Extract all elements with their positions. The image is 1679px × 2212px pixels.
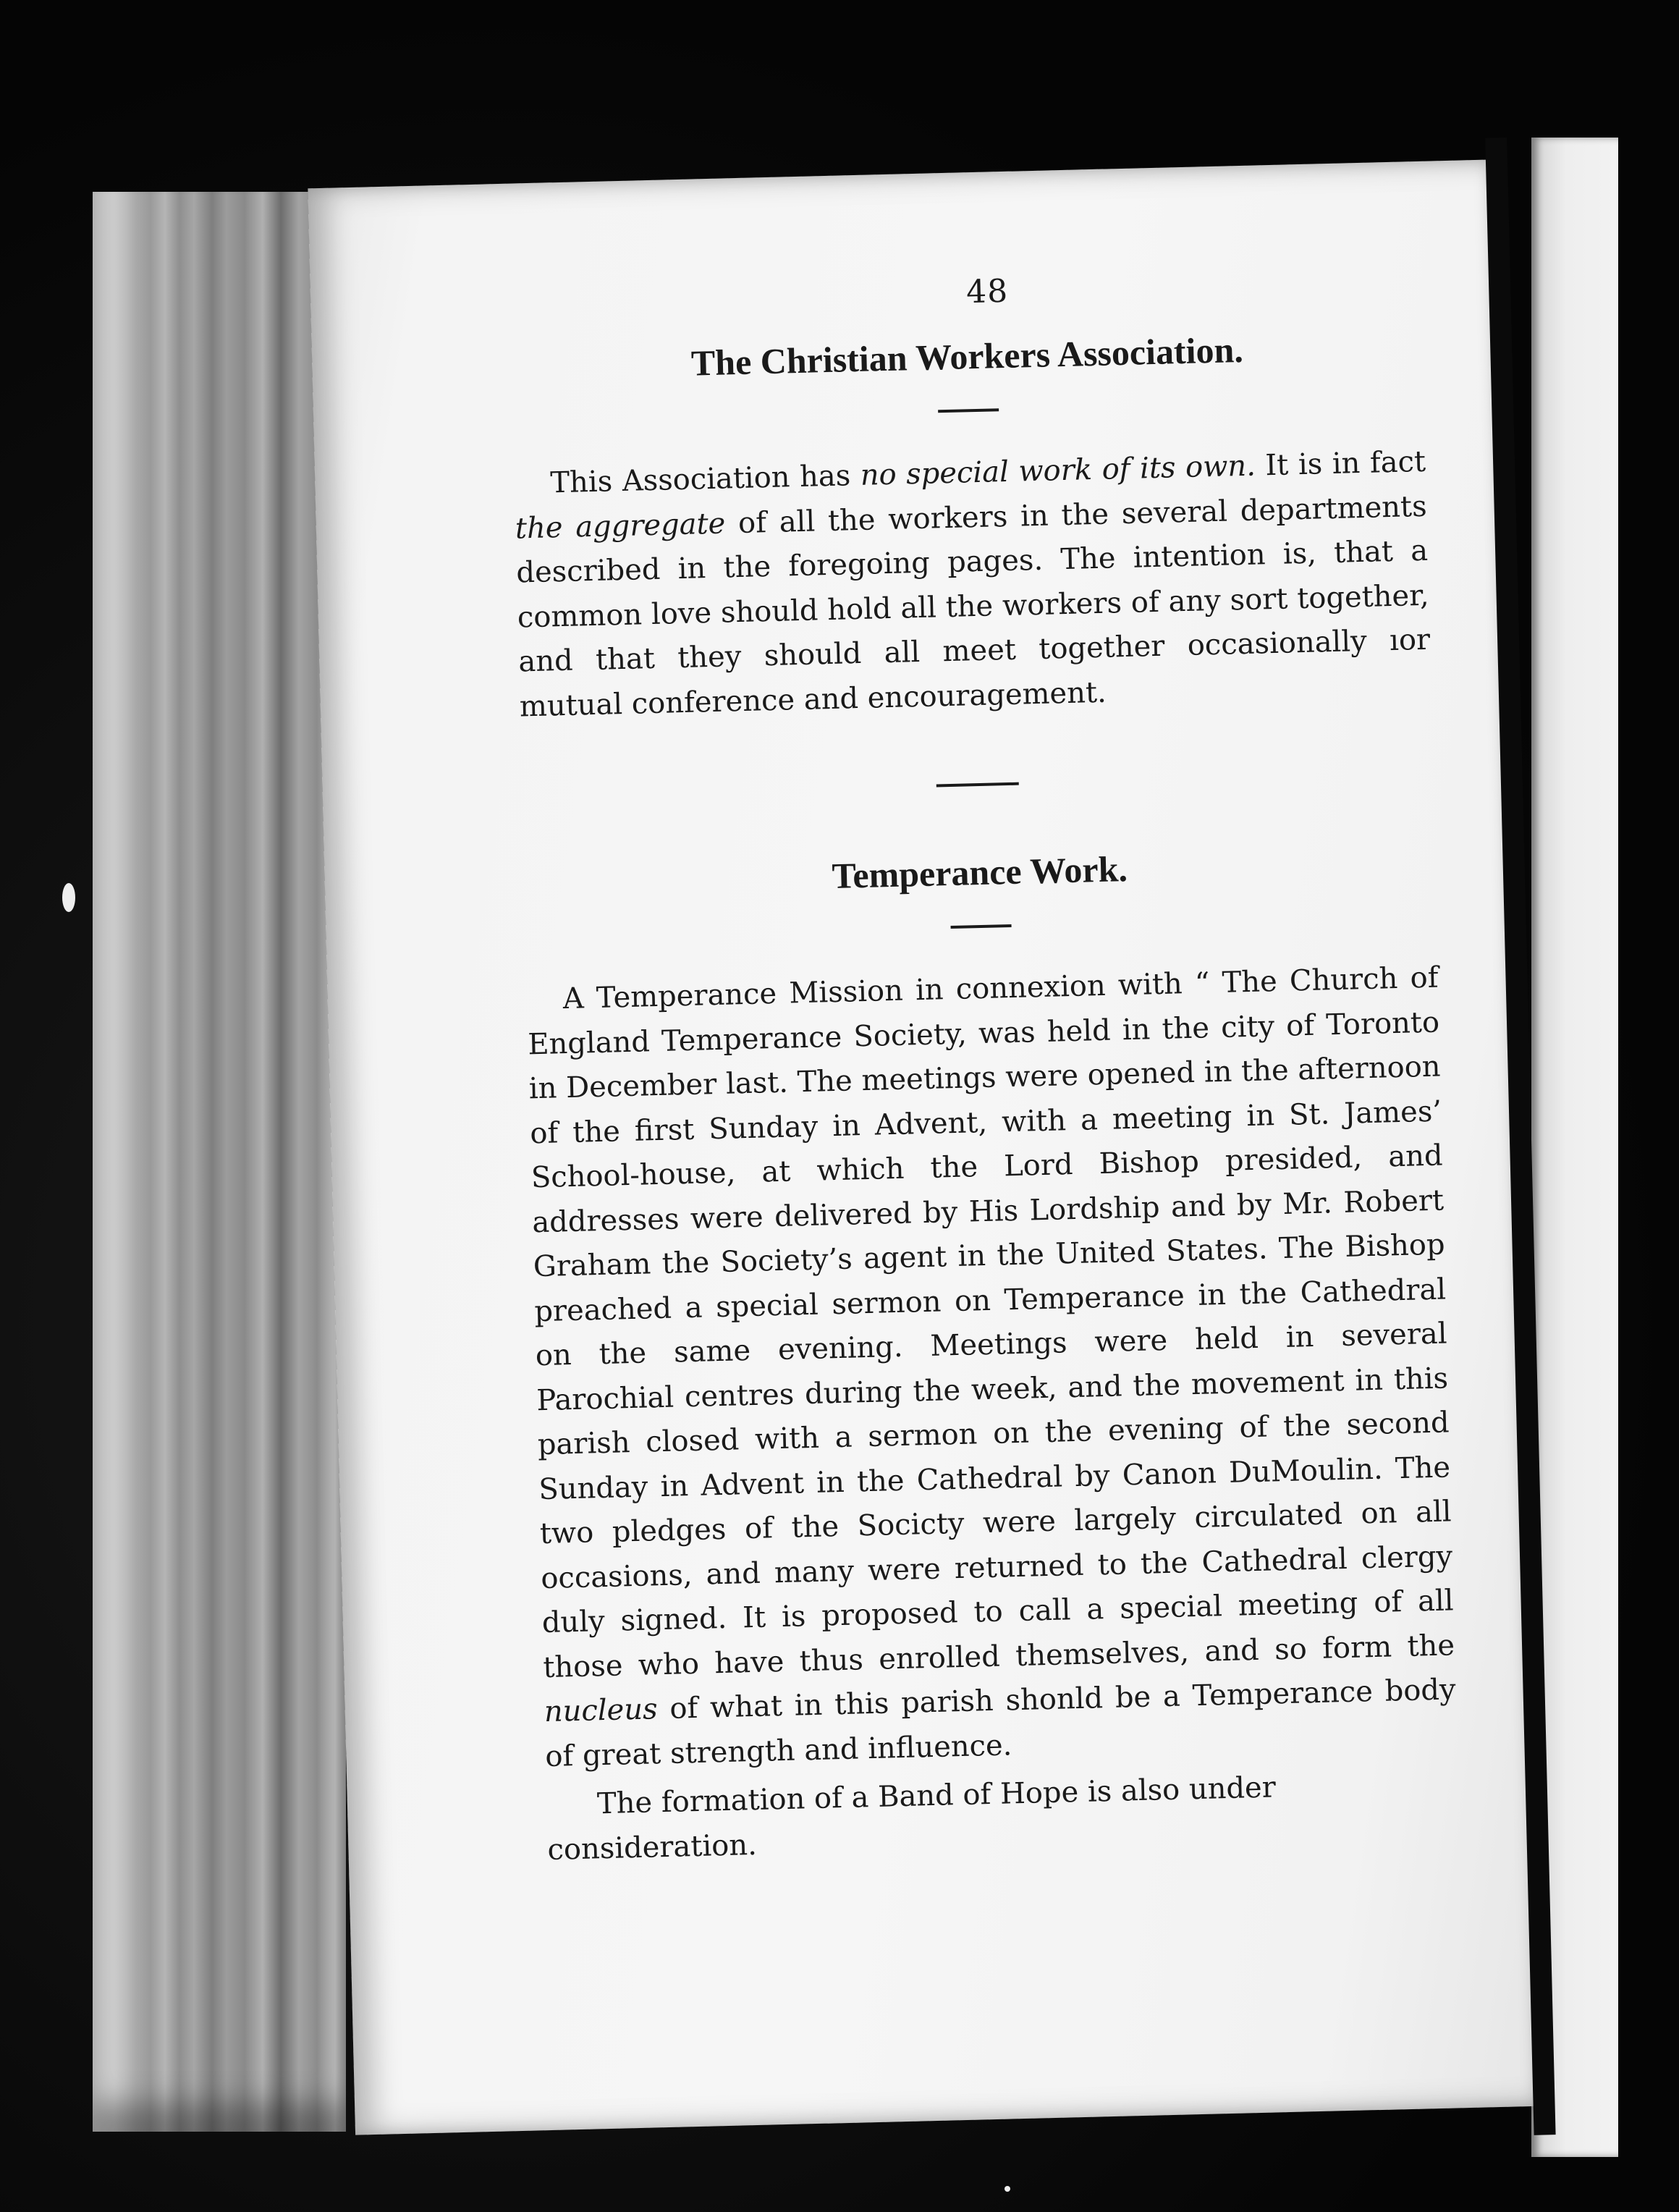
page-content [509,263,1460,1873]
italic-run: no special work of its own. [860,449,1256,492]
closing-line: The formation of a Band of Hope is also under consideration. [546,1770,1277,1867]
section-heading: Temperance Work. [831,848,1128,897]
section-divider [936,782,1019,788]
text-run: This Association has [549,458,861,500]
book-page [308,159,1541,2135]
italic-run: the aggregate [515,506,726,546]
scan-speck [62,883,75,912]
section-heading: The Christian Workers Association. [690,329,1244,384]
italic-run: nucleus [544,1692,659,1729]
page-edge-stack [93,192,346,2132]
text-run: It is in fact [1255,444,1426,483]
scan-speck [1005,2186,1010,2192]
open-book [93,174,1591,2128]
heading-rule [938,408,999,413]
text-run: A Temperance Mission in connexion with “ The Church of England Temperance Society, was held in the city of Toronto in December last. The meetings were opened in the afternoon of the first Sunday in Advent, with a meeting in St. James’ School-house, at which the Lord Bishop presided, and addresses were delivered by His Lordship and by Mr. Robert Graham the Society’s agent in the United States. The Bishop preached a special sermon on Temperance in the Cathedral on the same evening. Meetings were held in several Parochial centres during the week, and the movement in this parish closed with a sermon on the evening of the second Sunday in Advent in the Cathedral by Canon DuMoulin. The two pledges of the Socicty were largely circulated on all occasions, and many were returned to the Cathedral clergy duly signed. It is proposed to call a special meeting of all those who have thus enrolled themselves, and so form the [527,961,1455,1684]
section-paragraph [514,440,1432,730]
section-paragraph [526,956,1458,1779]
page-number: 48 [965,272,1009,311]
text-run: of what in this parish shonld be a Temperance body of great strength and influence. [544,1673,1457,1773]
text-run: of all the workers in the several departments described in the foregoing pages. The intention is, that a common love should hold all the workers of any sort together, and that they should all meet together occasionally ıor mutual conference and encouragement. [515,489,1431,723]
heading-rule [951,924,1012,929]
